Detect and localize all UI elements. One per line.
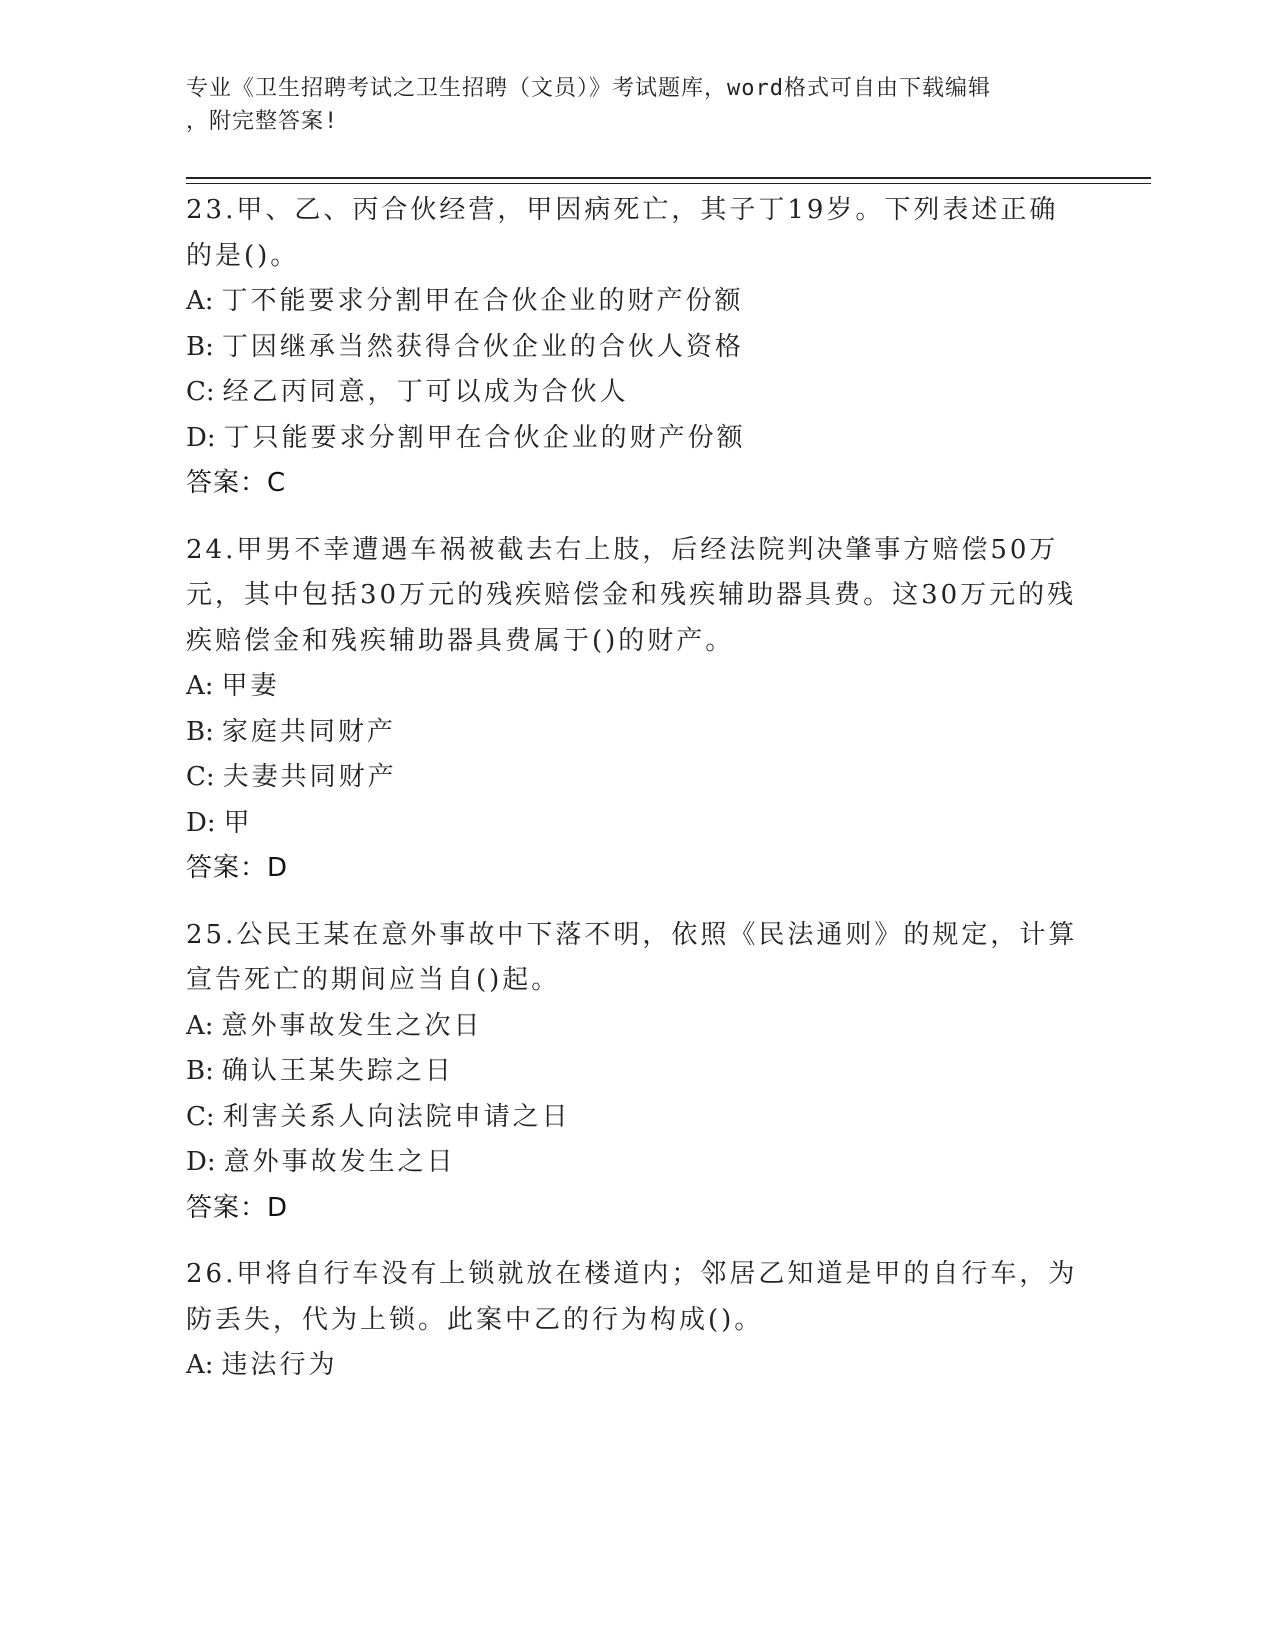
- question-text: 25.公民王某在意外事故中下落不明，依照《民法通则》的规定，计算宣告死亡的期间应当自()起。: [186, 919, 1078, 995]
- option-b: [186, 710, 1086, 756]
- answer-line: 答案：D: [186, 1192, 289, 1223]
- option-key: B:: [186, 1056, 214, 1086]
- option-text: 丁只能要求分割甲在合伙企业的财产份额: [223, 422, 746, 453]
- question-text: 26.甲将自行车没有上锁就放在楼道内；邻居乙知道是甲的自行车，为防丢失，代为上锁。此案中乙的行为构成()。: [186, 1259, 1078, 1335]
- option-text: 丁因继承当然获得合伙企业的合伙人资格: [221, 331, 744, 362]
- question-24: [186, 528, 1086, 892]
- option-c: [186, 1095, 1086, 1141]
- option-key: D:: [186, 807, 216, 838]
- option-d: [186, 1140, 1086, 1186]
- question-text: 23.甲、乙、丙合伙经营，甲因病死亡，其子丁19岁。下列表述正确的是()。: [186, 195, 1059, 271]
- option-text: 意外事故发生之次日: [221, 1010, 483, 1041]
- question-text: 24.甲男不幸遭遇车祸被截去右上肢，后经法院判决肇事方赔偿50万元，其中包括30万元的残疾赔偿金和残疾辅助器具费。这30万元的残疾赔偿金和残疾辅助器具费属于()的财产。: [186, 534, 1077, 656]
- question-25: [186, 913, 1086, 1232]
- option-text: 经乙丙同意，丁可以成为合伙人: [222, 377, 629, 407]
- question-list: [186, 188, 1086, 1410]
- option-text: 丁不能要求分割甲在合伙企业的财产份额: [221, 286, 744, 316]
- option-key: A:: [186, 671, 214, 701]
- header-line-2: ，附完整答案!: [186, 109, 339, 134]
- header-divider-thick: [186, 177, 1151, 179]
- option-key: C:: [186, 1101, 215, 1132]
- option-text: 甲妻: [221, 671, 280, 701]
- option-d: [186, 801, 1086, 847]
- option-b: [186, 1049, 1086, 1095]
- option-key: D:: [186, 422, 216, 453]
- option-key: B:: [186, 331, 214, 362]
- question-23: [186, 188, 1086, 507]
- option-text: 甲: [223, 807, 253, 838]
- option-text: 违法行为: [221, 1350, 338, 1380]
- option-a: [186, 279, 1086, 325]
- option-a: [186, 664, 1086, 710]
- option-d: [186, 416, 1086, 462]
- header-divider-thin: [186, 183, 1151, 184]
- option-key: A:: [186, 286, 214, 316]
- option-key: C:: [186, 762, 215, 792]
- option-text: 利害关系人向法院申请之日: [222, 1101, 571, 1132]
- header-line-1: 专业《卫生招聘考试之卫生招聘（文员）》考试题库，word格式可自由下载编辑: [186, 76, 991, 101]
- option-key: B:: [186, 716, 214, 747]
- option-b: [186, 325, 1086, 371]
- option-key: D:: [186, 1147, 216, 1177]
- option-text: 意外事故发生之日: [223, 1147, 456, 1177]
- option-key: C:: [186, 377, 215, 407]
- document-header: [186, 72, 1066, 138]
- option-key: A:: [186, 1350, 214, 1380]
- option-key: A:: [186, 1010, 214, 1041]
- option-text: 家庭共同财产: [221, 716, 396, 747]
- answer-line: 答案：D: [186, 853, 289, 883]
- question-26: [186, 1252, 1086, 1389]
- option-text: 夫妻共同财产: [222, 762, 397, 792]
- option-c: [186, 755, 1086, 801]
- option-c: [186, 370, 1086, 416]
- option-a: [186, 1004, 1086, 1050]
- option-text: 确认王某失踪之日: [221, 1056, 454, 1086]
- answer-line: 答案：C: [186, 468, 287, 498]
- option-a: [186, 1343, 1086, 1389]
